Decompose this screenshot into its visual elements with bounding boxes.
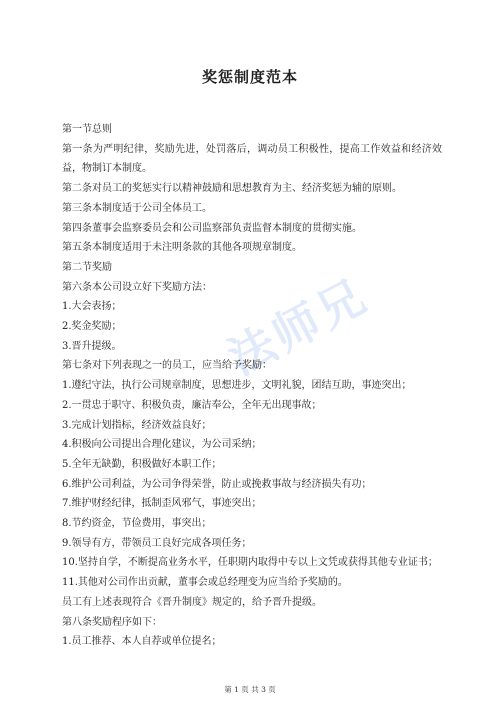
paragraph: 第五条本制度适用于未注明条款的其他各项规章制度。 [62,242,302,254]
document-title: 奖惩制度范本 [201,68,298,86]
paragraph: 员工有上述表现符合《晋升制度》规定的，给予晋升提级。 [62,596,322,608]
paragraph: 第一条为严明纪律，奖励先进，处罚落后，调动员工积极性，提高工作效益和经济效益，物制订本制度。 [62,143,442,175]
paragraph: 第八条奖励程序如下： [62,616,162,628]
list-item: 1.大会表扬； [62,301,122,313]
list-item: 1.员工推荐、本人自荐或单位提名； [62,636,222,648]
list-item: 10.坚持自学，不断提高业务水平，任职期内取得中专以上文凭或获得其他专业证书； [62,557,438,569]
paragraph: 第六条本公司设立好下奖励方法： [62,281,212,293]
list-item: 9.领导有方，带领员工良好完成各项任务； [62,537,252,549]
paragraph: 第二条对员工的奖惩实行以精神鼓励和思想教育为主、经济奖惩为辅的原则。 [62,183,402,195]
list-item: 11.其他对公司作出贡献，董事会或总经理变为应当给予奖励的。 [62,577,348,589]
list-item: 5.全年无缺勤，积极做好本职工作； [62,458,222,470]
list-item: 3.完成计划指标，经济效益良好； [62,419,212,431]
list-item: 3.晋升提级。 [62,340,122,352]
list-item: 8.节约资金，节俭费用，事突出； [62,518,212,530]
paragraph: 第三条本制度适于公司全体员工。 [62,202,212,214]
section-heading: 第二节奖励 [62,261,112,273]
list-item: 4.积极向公司提出合理化建议，为公司采纳； [62,439,262,451]
section-heading: 第一节总则 [62,124,112,135]
document-body [62,120,442,652]
paragraph: 第七条对下列表现之一的员工，应当给予奖励： [62,360,272,372]
paragraph: 第四条董事会监察委员会和公司监察部负责监督本制度的贯彻实施。 [62,222,362,234]
list-item: 2.奖金奖励； [62,321,122,333]
page-footer: 第 1 页 共 3 页 [224,685,276,694]
list-item: 1.遵纪守法，执行公司规章制度，思想进步，文明礼貌，团结互助，事迹突出； [62,380,412,392]
list-item: 6.维护公司利益，为公司争得荣誉，防止或挽救事故与经济损失有功； [62,478,372,490]
list-item: 2.一贯忠于职守、积极负责，廉洁奉公，全年无出现事故； [62,399,322,411]
list-item: 7.维护财经纪律，抵制歪风邪气，事迹突出； [62,498,262,510]
watermark: 法师兄 [219,267,378,386]
